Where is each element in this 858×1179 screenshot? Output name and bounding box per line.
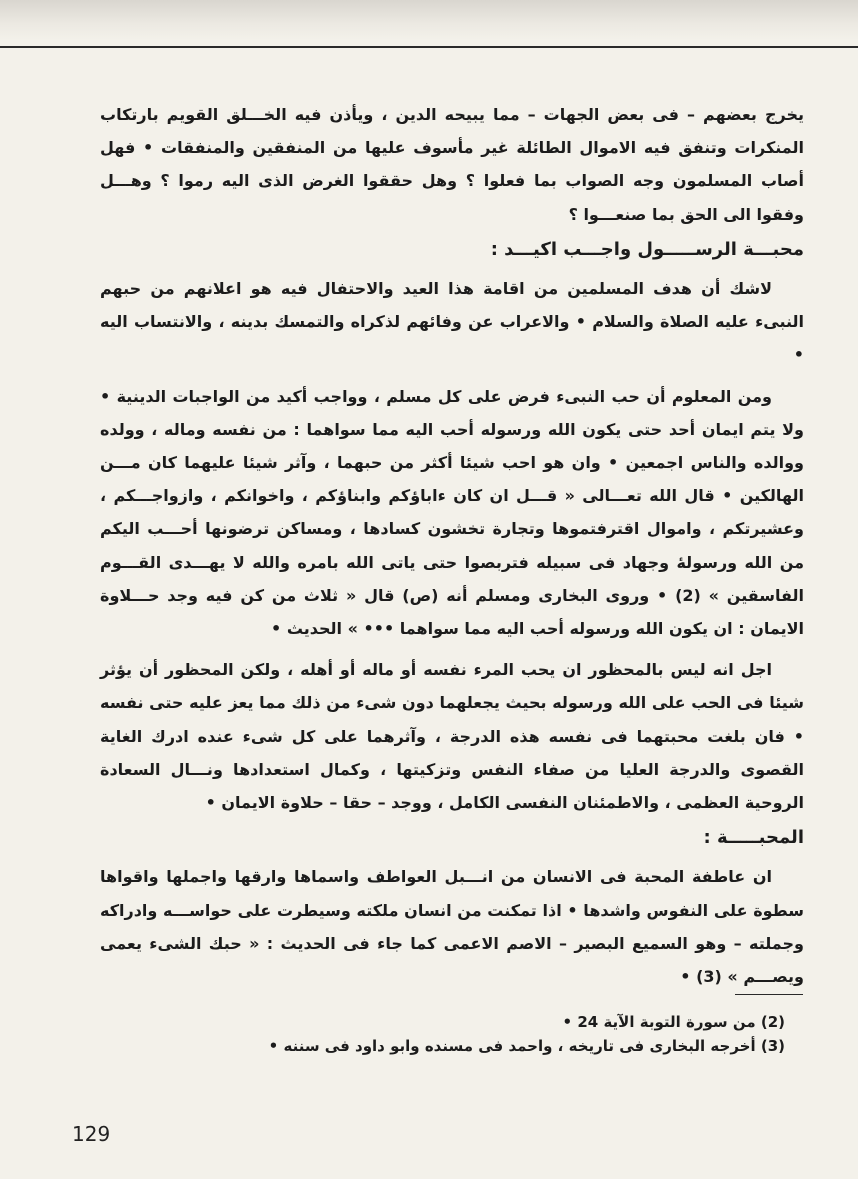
page-number: 129 — [72, 1122, 111, 1146]
footnote-rule — [735, 994, 803, 995]
header-rule — [0, 46, 858, 48]
page-body — [100, 98, 804, 993]
paragraph-5: ان عاطفة المحبة فى الانسان من انـــبل العواطف واسماها وارقها واجملها واقواها سطوة على النفوس واشدها • اذا تمكنت من انسان ملكته وسيطرت على حواســـه وادراكه وجملته – وهو السميع البصير – الاصم الاعمى كما جاء فى الحديث : « حبك الشىء يعمى ويصـــم » (3) • — [100, 867, 804, 987]
footnote-2: (2) من سورة التوبة الآية 24 • — [562, 1013, 785, 1031]
paragraph-1: يخرج بعضهم – فى بعض الجهات – مما يبيحه الدين ، ويأذن فيه الخـــلق القويم بارتكاب المنكرات وتنفق فيه الاموال الطائلة غير مأسوف عليها من المنفقين والمنفقات • فهل أصاب المسلمون وجه الصواب بما فعلوا ؟ وهل حققوا الغرض الذى اليه رموا ؟ وهـــل وفقوا الى الحق بما صنعـــوا ؟ — [100, 105, 804, 224]
footnote-3: (3) أخرجه البخارى فى تاريخه ، واحمد فى مسنده وابو داود فى سننه • — [268, 1037, 785, 1055]
section-heading-love: المحبـــــة : — [703, 827, 804, 849]
paragraph-3: ومن المعلوم أن حب النبىء فرض على كل مسلم ، وواجب أكيد من الواجبات الدينية • ولا يتم ايمان أحد حتى يكون الله ورسوله أحب اليه مما سواهما : من نفسه وماله ، وولده ووالده والناس اجمعين • وان هو احب شيئا أكثر من حبهما ، وآثر شيئا عليهما كان مـــن الهالكين • قال الله تعـــالى « قـــل ان كان ءاباؤكم وابناؤكم ، واخوانكم ، وازواجـــكم ، وعشيرتكم ، واموال اقترفتموها وتجارة تخشون كسادها ، ومساكن ترضونها أحـــب اليكم من الله ورسولهٔ وجهاد فى سبيله فتربصوا حتى ياتى الله بامره والله لا يهـــدى القـــوم الفاسقين » (2) • وروى البخارى ومسلم أنه (ص) قال « ثلاث من كن فيه وجد حـــلاوة الايمان : ان يكون الله ورسوله أحب اليه مما سواهما ••• » الحديث • — [100, 386, 804, 639]
paragraph-4: اجل انه ليس بالمحظور ان يحب المرء نفسه أو ماله أو أهله ، ولكن المحظور أن يؤثر شيئا فى الحب على الله ورسوله بحيث يجعلهما دون شىء من ذلك مما يعز عليه حتى نفسه • فان بلغت محبتهما فى نفسه هذه الدرجة ، وآثرهما على كل شىء عنده ادرك الغاية القصوى والدرجة العليا من صفاء النفس وتزكيتها ، وكمال استعدادها ونـــال السعادة الروحية العظمى ، والاطمئنان النفسى الكامل ، ووجد – حقا – حلاوة الايمان • — [100, 660, 804, 813]
footnotes — [240, 1010, 785, 1058]
paragraph-2: لاشك أن هدف المسلمين من اقامة هذا العيد والاحتفال فيه هو اعلانهم من حبهم النبىء عليه الصلاة والسلام • والاعراب عن وفائهم لذكراه والتمسك بدينه ، والانتساب اليه • — [100, 279, 804, 365]
section-heading-prophet-love: محبـــة الرســـــول واجـــب اكيـــد : — [490, 238, 804, 260]
page-top-shadow — [0, 0, 858, 40]
